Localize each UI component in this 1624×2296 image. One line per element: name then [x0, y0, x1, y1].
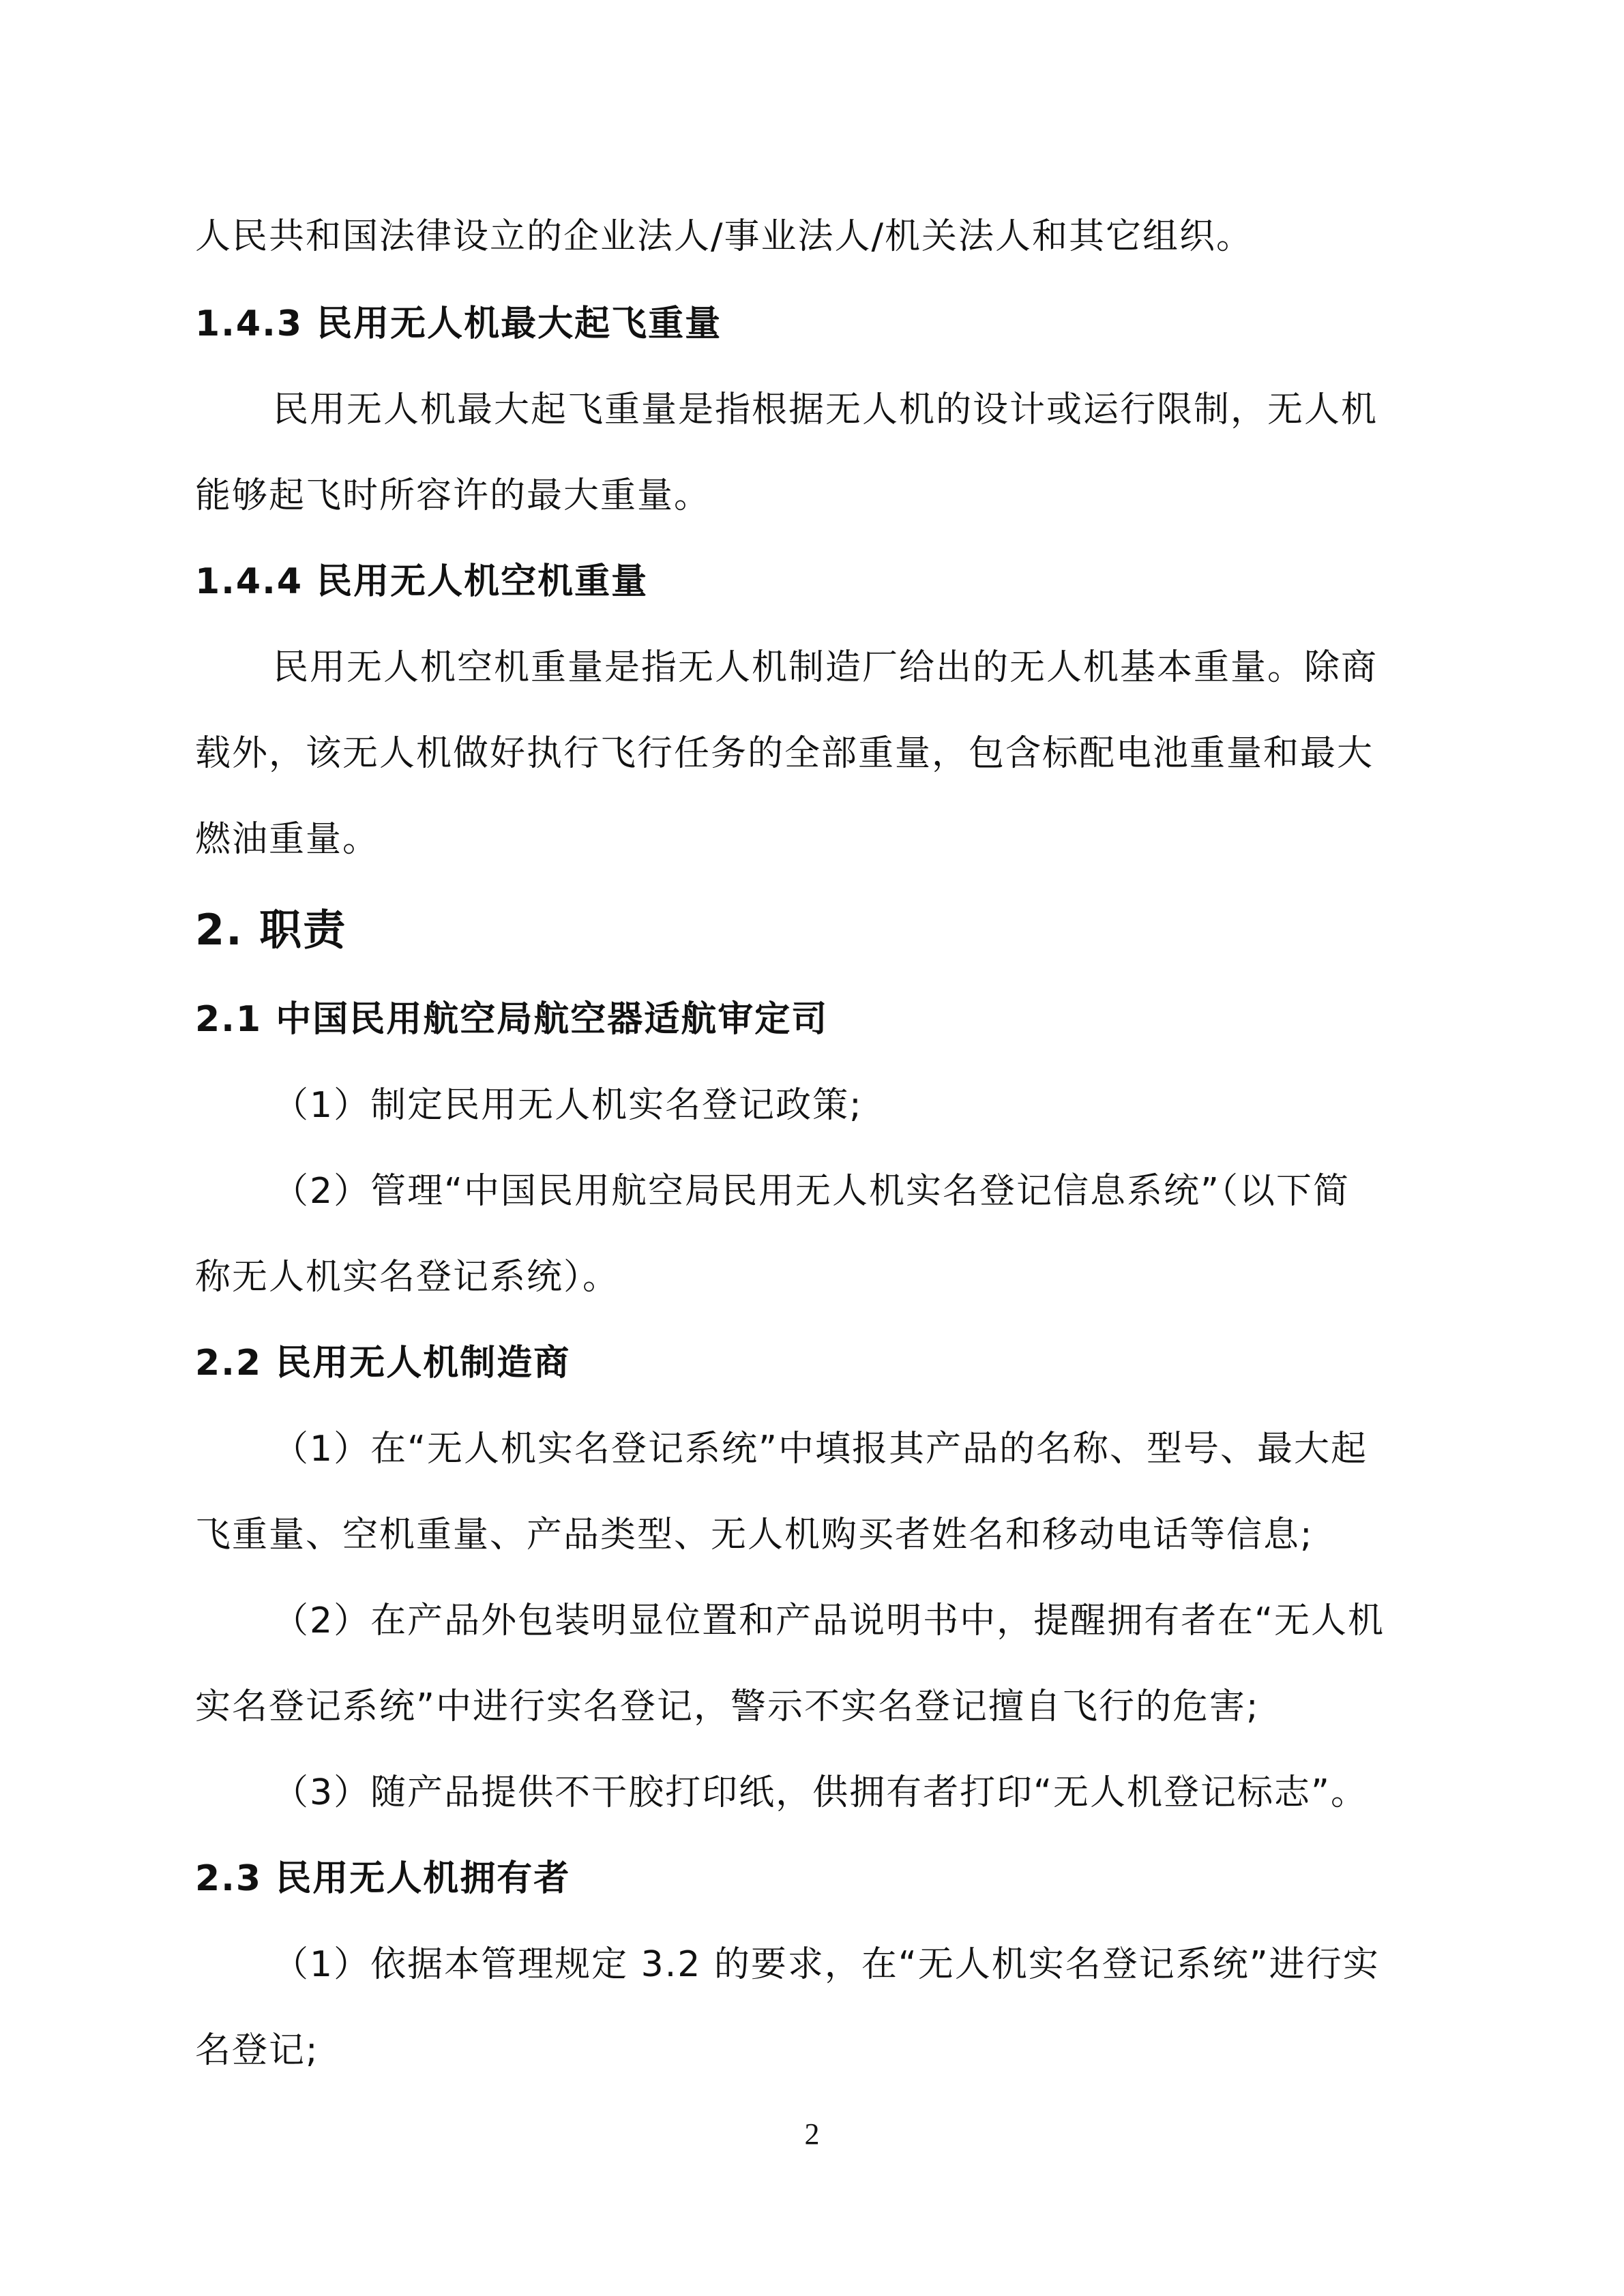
list-item-line: 称无人机实名登记系统）。 — [195, 1257, 620, 1298]
list-item-line: 名登记; — [195, 2030, 319, 2071]
section-heading-2-3: 2.3 民用无人机拥有者 — [195, 1858, 571, 1899]
list-item-line: 飞重量、空机重量、产品类型、无人机购买者姓名和移动电话等信息; — [195, 1515, 1314, 1555]
list-item-line: 实名登记系统”中进行实名登记，警示不实名登记擅自飞行的危害; — [195, 1686, 1260, 1727]
list-item-line: （3）随产品提供不干胶打印纸，供拥有者打印“无人机登记标志”。 — [273, 1772, 1368, 1813]
paragraph-line: 能够起飞时所容许的最大重量。 — [195, 475, 711, 516]
list-item-line: （2）管理“中国民用航空局民用无人机实名登记信息系统”（以下简 — [273, 1171, 1350, 1212]
list-item-line: （1）制定民用无人机实名登记政策; — [273, 1085, 863, 1126]
page-number: 2 — [804, 2117, 820, 2151]
list-item-line: （2）在产品外包装明显位置和产品说明书中，提醒拥有者在“无人机 — [273, 1600, 1385, 1641]
section-heading-2-1: 2.1 中国民用航空局航空器适航审定司 — [195, 999, 829, 1040]
section-heading-2-2: 2.2 民用无人机制造商 — [195, 1343, 571, 1384]
paragraph-line: 人民共和国法律设立的企业法人/事业法人/机关法人和其它组织。 — [195, 216, 1254, 257]
list-item-line: （1）依据本管理规定 3.2 的要求，在“无人机实名登记系统”进行实 — [273, 1944, 1380, 1985]
paragraph-line: 民用无人机空机重量是指无人机制造厂给出的无人机基本重量。除商 — [273, 647, 1378, 688]
paragraph-line: 载外，该无人机做好执行飞行任务的全部重量，包含标配电池重量和最大 — [195, 733, 1374, 774]
paragraph-line: 燃油重量。 — [195, 819, 380, 860]
paragraph-line: 民用无人机最大起飞重量是指根据无人机的设计或运行限制，无人机 — [273, 389, 1378, 430]
chapter-heading-2: 2. 职责 — [195, 905, 347, 955]
list-item-line: （1）在“无人机实名登记系统”中填报其产品的名称、型号、最大起 — [273, 1429, 1368, 1470]
section-heading-1-4-3: 1.4.3 民用无人机最大起飞重量 — [195, 303, 722, 344]
section-heading-1-4-4: 1.4.4 民用无人机空机重量 — [195, 561, 649, 602]
